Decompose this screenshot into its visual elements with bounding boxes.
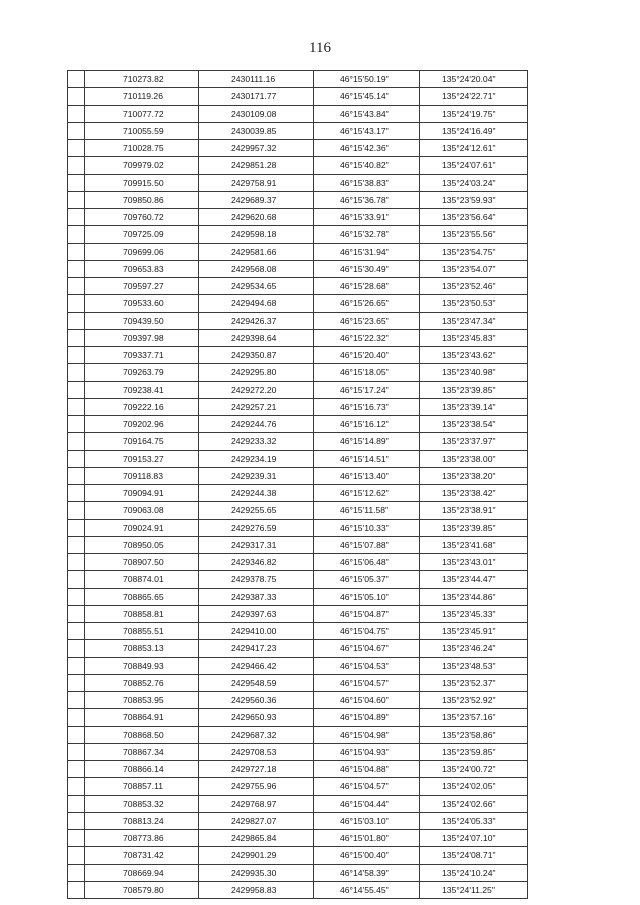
longitude-cell: 135°23'46.24" bbox=[420, 640, 528, 657]
table-row bbox=[68, 433, 528, 450]
y-coordinate-cell: 2429901.29 bbox=[199, 847, 314, 864]
table-row bbox=[68, 623, 528, 640]
y-coordinate-cell: 2430039.85 bbox=[199, 122, 314, 139]
latitude-cell: 46°15'04.93" bbox=[314, 743, 420, 760]
table-row bbox=[68, 605, 528, 622]
x-coordinate-cell: 709238.41 bbox=[85, 381, 199, 398]
x-coordinate-cell: 709725.09 bbox=[85, 226, 199, 243]
row-index-cell bbox=[68, 209, 85, 226]
y-coordinate-cell: 2429548.59 bbox=[199, 674, 314, 691]
table-row bbox=[68, 364, 528, 381]
longitude-cell: 135°23'56.64" bbox=[420, 209, 528, 226]
latitude-cell: 46°15'13.40" bbox=[314, 467, 420, 484]
table-row bbox=[68, 864, 528, 881]
table-row bbox=[68, 260, 528, 277]
latitude-cell: 46°15'04.44" bbox=[314, 795, 420, 812]
longitude-cell: 135°24'20.04" bbox=[420, 71, 528, 88]
longitude-cell: 135°24'05.33" bbox=[420, 812, 528, 829]
longitude-cell: 135°23'57.16" bbox=[420, 709, 528, 726]
row-index-cell bbox=[68, 295, 85, 312]
row-index-cell bbox=[68, 778, 85, 795]
x-coordinate-cell: 708853.32 bbox=[85, 795, 199, 812]
x-coordinate-cell: 709202.96 bbox=[85, 416, 199, 433]
y-coordinate-cell: 2429768.97 bbox=[199, 795, 314, 812]
longitude-cell: 135°23'45.33" bbox=[420, 605, 528, 622]
x-coordinate-cell: 708857.11 bbox=[85, 778, 199, 795]
table-row bbox=[68, 329, 528, 346]
table-row bbox=[68, 450, 528, 467]
latitude-cell: 46°15'05.37" bbox=[314, 571, 420, 588]
table-row bbox=[68, 347, 528, 364]
longitude-cell: 135°24'16.49" bbox=[420, 122, 528, 139]
longitude-cell: 135°23'45.83" bbox=[420, 329, 528, 346]
row-index-cell bbox=[68, 761, 85, 778]
y-coordinate-cell: 2429417.23 bbox=[199, 640, 314, 657]
y-coordinate-cell: 2429581.66 bbox=[199, 243, 314, 260]
y-coordinate-cell: 2429758.91 bbox=[199, 174, 314, 191]
row-index-cell bbox=[68, 381, 85, 398]
y-coordinate-cell: 2429257.21 bbox=[199, 398, 314, 415]
longitude-cell: 135°24'02.05" bbox=[420, 778, 528, 795]
row-index-cell bbox=[68, 416, 85, 433]
row-index-cell bbox=[68, 312, 85, 329]
latitude-cell: 46°15'36.78" bbox=[314, 191, 420, 208]
y-coordinate-cell: 2429494.68 bbox=[199, 295, 314, 312]
row-index-cell bbox=[68, 502, 85, 519]
table-row bbox=[68, 692, 528, 709]
latitude-cell: 46°15'07.88" bbox=[314, 536, 420, 553]
page-number: 116 bbox=[309, 40, 331, 56]
row-index-cell bbox=[68, 795, 85, 812]
longitude-cell: 135°23'58.86" bbox=[420, 726, 528, 743]
y-coordinate-cell: 2429234.19 bbox=[199, 450, 314, 467]
longitude-cell: 135°24'08.71" bbox=[420, 847, 528, 864]
longitude-cell: 135°23'54.07" bbox=[420, 260, 528, 277]
x-coordinate-cell: 710077.72 bbox=[85, 105, 199, 122]
x-coordinate-cell: 709222.16 bbox=[85, 398, 199, 415]
row-index-cell bbox=[68, 847, 85, 864]
latitude-cell: 46°15'00.40" bbox=[314, 847, 420, 864]
x-coordinate-cell: 709915.50 bbox=[85, 174, 199, 191]
latitude-cell: 46°15'04.53" bbox=[314, 657, 420, 674]
latitude-cell: 46°15'10.33" bbox=[314, 519, 420, 536]
row-index-cell bbox=[68, 329, 85, 346]
table-row bbox=[68, 812, 528, 829]
longitude-cell: 135°24'02.66" bbox=[420, 795, 528, 812]
table-row bbox=[68, 243, 528, 260]
x-coordinate-cell: 709263.79 bbox=[85, 364, 199, 381]
row-index-cell bbox=[68, 364, 85, 381]
row-index-cell bbox=[68, 605, 85, 622]
latitude-cell: 46°15'04.67" bbox=[314, 640, 420, 657]
row-index-cell bbox=[68, 623, 85, 640]
table-row bbox=[68, 122, 528, 139]
longitude-cell: 135°24'07.61" bbox=[420, 157, 528, 174]
y-coordinate-cell: 2429272.20 bbox=[199, 381, 314, 398]
table-row bbox=[68, 485, 528, 502]
row-index-cell bbox=[68, 467, 85, 484]
y-coordinate-cell: 2429350.87 bbox=[199, 347, 314, 364]
y-coordinate-cell: 2429650.93 bbox=[199, 709, 314, 726]
latitude-cell: 46°15'50.19" bbox=[314, 71, 420, 88]
longitude-cell: 135°23'44.47" bbox=[420, 571, 528, 588]
latitude-cell: 46°15'04.98" bbox=[314, 726, 420, 743]
longitude-cell: 135°23'38.54" bbox=[420, 416, 528, 433]
x-coordinate-cell: 708849.93 bbox=[85, 657, 199, 674]
longitude-cell: 135°23'44.86" bbox=[420, 588, 528, 605]
table-row bbox=[68, 88, 528, 105]
latitude-cell: 46°15'33.91" bbox=[314, 209, 420, 226]
latitude-cell: 46°15'04.88" bbox=[314, 761, 420, 778]
x-coordinate-cell: 709337.71 bbox=[85, 347, 199, 364]
latitude-cell: 46°15'04.57" bbox=[314, 778, 420, 795]
table-row bbox=[68, 674, 528, 691]
row-index-cell bbox=[68, 726, 85, 743]
x-coordinate-cell: 709699.06 bbox=[85, 243, 199, 260]
y-coordinate-cell: 2429244.76 bbox=[199, 416, 314, 433]
y-coordinate-cell: 2429568.08 bbox=[199, 260, 314, 277]
longitude-cell: 135°23'37.97" bbox=[420, 433, 528, 450]
table-row bbox=[68, 416, 528, 433]
row-index-cell bbox=[68, 536, 85, 553]
row-index-cell bbox=[68, 260, 85, 277]
x-coordinate-cell: 710028.75 bbox=[85, 140, 199, 157]
coordinates-table-body bbox=[68, 71, 528, 899]
x-coordinate-cell: 709397.98 bbox=[85, 329, 199, 346]
x-coordinate-cell: 708855.51 bbox=[85, 623, 199, 640]
table-row bbox=[68, 398, 528, 415]
x-coordinate-cell: 708579.80 bbox=[85, 881, 199, 898]
y-coordinate-cell: 2429239.31 bbox=[199, 467, 314, 484]
y-coordinate-cell: 2429317.31 bbox=[199, 536, 314, 553]
x-coordinate-cell: 708813.24 bbox=[85, 812, 199, 829]
y-coordinate-cell: 2429397.63 bbox=[199, 605, 314, 622]
table-row bbox=[68, 743, 528, 760]
latitude-cell: 46°15'04.89" bbox=[314, 709, 420, 726]
table-row bbox=[68, 881, 528, 898]
y-coordinate-cell: 2430111.16 bbox=[199, 71, 314, 88]
y-coordinate-cell: 2429957.32 bbox=[199, 140, 314, 157]
latitude-cell: 46°15'03.10" bbox=[314, 812, 420, 829]
latitude-cell: 46°15'43.17" bbox=[314, 122, 420, 139]
row-index-cell bbox=[68, 140, 85, 157]
x-coordinate-cell: 710273.82 bbox=[85, 71, 199, 88]
x-coordinate-cell: 708773.86 bbox=[85, 830, 199, 847]
table-row bbox=[68, 588, 528, 605]
y-coordinate-cell: 2429378.75 bbox=[199, 571, 314, 588]
x-coordinate-cell: 709063.08 bbox=[85, 502, 199, 519]
longitude-cell: 135°23'52.37" bbox=[420, 674, 528, 691]
row-index-cell bbox=[68, 674, 85, 691]
y-coordinate-cell: 2430109.08 bbox=[199, 105, 314, 122]
longitude-cell: 135°23'38.42" bbox=[420, 485, 528, 502]
x-coordinate-cell: 708853.95 bbox=[85, 692, 199, 709]
latitude-cell: 46°15'32.78" bbox=[314, 226, 420, 243]
latitude-cell: 46°15'14.51" bbox=[314, 450, 420, 467]
x-coordinate-cell: 708866.14 bbox=[85, 761, 199, 778]
y-coordinate-cell: 2429466.42 bbox=[199, 657, 314, 674]
y-coordinate-cell: 2429827.07 bbox=[199, 812, 314, 829]
longitude-cell: 135°23'41.68" bbox=[420, 536, 528, 553]
y-coordinate-cell: 2429534.65 bbox=[199, 278, 314, 295]
x-coordinate-cell: 708853.13 bbox=[85, 640, 199, 657]
latitude-cell: 46°15'30.49" bbox=[314, 260, 420, 277]
y-coordinate-cell: 2429687.32 bbox=[199, 726, 314, 743]
row-index-cell bbox=[68, 450, 85, 467]
y-coordinate-cell: 2430171.77 bbox=[199, 88, 314, 105]
row-index-cell bbox=[68, 554, 85, 571]
longitude-cell: 135°23'40.98" bbox=[420, 364, 528, 381]
latitude-cell: 46°15'28.68" bbox=[314, 278, 420, 295]
latitude-cell: 46°15'40.82" bbox=[314, 157, 420, 174]
x-coordinate-cell: 708874.01 bbox=[85, 571, 199, 588]
longitude-cell: 135°23'45.91" bbox=[420, 623, 528, 640]
table-row bbox=[68, 467, 528, 484]
x-coordinate-cell: 708907.50 bbox=[85, 554, 199, 571]
row-index-cell bbox=[68, 864, 85, 881]
longitude-cell: 135°23'38.20" bbox=[420, 467, 528, 484]
latitude-cell: 46°15'11.58" bbox=[314, 502, 420, 519]
longitude-cell: 135°24'07.10" bbox=[420, 830, 528, 847]
latitude-cell: 46°15'04.57" bbox=[314, 674, 420, 691]
latitude-cell: 46°15'45.14" bbox=[314, 88, 420, 105]
y-coordinate-cell: 2429244.38 bbox=[199, 485, 314, 502]
latitude-cell: 46°15'14.89" bbox=[314, 433, 420, 450]
coordinates-table-container bbox=[67, 70, 527, 899]
table-row bbox=[68, 278, 528, 295]
longitude-cell: 135°24'10.24" bbox=[420, 864, 528, 881]
longitude-cell: 135°23'47.34" bbox=[420, 312, 528, 329]
longitude-cell: 135°24'19.75" bbox=[420, 105, 528, 122]
row-index-cell bbox=[68, 571, 85, 588]
y-coordinate-cell: 2429755.96 bbox=[199, 778, 314, 795]
x-coordinate-cell: 708867.34 bbox=[85, 743, 199, 760]
row-index-cell bbox=[68, 743, 85, 760]
coordinates-table bbox=[67, 70, 528, 899]
y-coordinate-cell: 2429620.68 bbox=[199, 209, 314, 226]
x-coordinate-cell: 709439.50 bbox=[85, 312, 199, 329]
latitude-cell: 46°15'26.65" bbox=[314, 295, 420, 312]
latitude-cell: 46°15'12.62" bbox=[314, 485, 420, 502]
latitude-cell: 46°15'18.05" bbox=[314, 364, 420, 381]
x-coordinate-cell: 709533.60 bbox=[85, 295, 199, 312]
x-coordinate-cell: 709153.27 bbox=[85, 450, 199, 467]
row-index-cell bbox=[68, 278, 85, 295]
table-row bbox=[68, 726, 528, 743]
x-coordinate-cell: 708865.65 bbox=[85, 588, 199, 605]
latitude-cell: 46°15'42.36" bbox=[314, 140, 420, 157]
table-row bbox=[68, 847, 528, 864]
longitude-cell: 135°23'52.46" bbox=[420, 278, 528, 295]
x-coordinate-cell: 708669.94 bbox=[85, 864, 199, 881]
latitude-cell: 46°14'55.45" bbox=[314, 881, 420, 898]
x-coordinate-cell: 708858.81 bbox=[85, 605, 199, 622]
y-coordinate-cell: 2429708.53 bbox=[199, 743, 314, 760]
y-coordinate-cell: 2429346.82 bbox=[199, 554, 314, 571]
y-coordinate-cell: 2429727.18 bbox=[199, 761, 314, 778]
table-row bbox=[68, 105, 528, 122]
row-index-cell bbox=[68, 71, 85, 88]
longitude-cell: 135°23'50.53" bbox=[420, 295, 528, 312]
table-row bbox=[68, 295, 528, 312]
row-index-cell bbox=[68, 122, 85, 139]
x-coordinate-cell: 709118.83 bbox=[85, 467, 199, 484]
table-row bbox=[68, 778, 528, 795]
longitude-cell: 135°23'59.93" bbox=[420, 191, 528, 208]
x-coordinate-cell: 708864.91 bbox=[85, 709, 199, 726]
x-coordinate-cell: 708852.76 bbox=[85, 674, 199, 691]
x-coordinate-cell: 709597.27 bbox=[85, 278, 199, 295]
y-coordinate-cell: 2429276.59 bbox=[199, 519, 314, 536]
row-index-cell bbox=[68, 398, 85, 415]
row-index-cell bbox=[68, 588, 85, 605]
table-row bbox=[68, 761, 528, 778]
longitude-cell: 135°24'11.25" bbox=[420, 881, 528, 898]
y-coordinate-cell: 2429689.37 bbox=[199, 191, 314, 208]
x-coordinate-cell: 709760.72 bbox=[85, 209, 199, 226]
row-index-cell bbox=[68, 88, 85, 105]
longitude-cell: 135°23'39.14" bbox=[420, 398, 528, 415]
row-index-cell bbox=[68, 657, 85, 674]
longitude-cell: 135°24'22.71" bbox=[420, 88, 528, 105]
longitude-cell: 135°23'48.53" bbox=[420, 657, 528, 674]
latitude-cell: 46°15'04.60" bbox=[314, 692, 420, 709]
table-row bbox=[68, 795, 528, 812]
table-row bbox=[68, 536, 528, 553]
table-row bbox=[68, 554, 528, 571]
table-row bbox=[68, 140, 528, 157]
latitude-cell: 46°15'38.83" bbox=[314, 174, 420, 191]
table-row bbox=[68, 657, 528, 674]
table-row bbox=[68, 191, 528, 208]
y-coordinate-cell: 2429410.00 bbox=[199, 623, 314, 640]
latitude-cell: 46°15'31.94" bbox=[314, 243, 420, 260]
x-coordinate-cell: 709653.83 bbox=[85, 260, 199, 277]
longitude-cell: 135°24'03.24" bbox=[420, 174, 528, 191]
latitude-cell: 46°15'01.80" bbox=[314, 830, 420, 847]
table-row bbox=[68, 157, 528, 174]
x-coordinate-cell: 708950.05 bbox=[85, 536, 199, 553]
x-coordinate-cell: 708731.42 bbox=[85, 847, 199, 864]
y-coordinate-cell: 2429865.84 bbox=[199, 830, 314, 847]
y-coordinate-cell: 2429426.37 bbox=[199, 312, 314, 329]
row-index-cell bbox=[68, 640, 85, 657]
longitude-cell: 135°24'12.61" bbox=[420, 140, 528, 157]
latitude-cell: 46°15'04.75" bbox=[314, 623, 420, 640]
x-coordinate-cell: 710119.26 bbox=[85, 88, 199, 105]
y-coordinate-cell: 2429398.64 bbox=[199, 329, 314, 346]
latitude-cell: 46°15'23.65" bbox=[314, 312, 420, 329]
longitude-cell: 135°23'43.62" bbox=[420, 347, 528, 364]
latitude-cell: 46°15'43.84" bbox=[314, 105, 420, 122]
table-row bbox=[68, 209, 528, 226]
row-index-cell bbox=[68, 347, 85, 364]
x-coordinate-cell: 708868.50 bbox=[85, 726, 199, 743]
table-row bbox=[68, 709, 528, 726]
table-row bbox=[68, 640, 528, 657]
table-row bbox=[68, 830, 528, 847]
latitude-cell: 46°15'20.40" bbox=[314, 347, 420, 364]
y-coordinate-cell: 2429233.32 bbox=[199, 433, 314, 450]
x-coordinate-cell: 709850.86 bbox=[85, 191, 199, 208]
longitude-cell: 135°23'59.85" bbox=[420, 743, 528, 760]
latitude-cell: 46°14'58.39" bbox=[314, 864, 420, 881]
longitude-cell: 135°23'43.01" bbox=[420, 554, 528, 571]
row-index-cell bbox=[68, 433, 85, 450]
y-coordinate-cell: 2429560.36 bbox=[199, 692, 314, 709]
longitude-cell: 135°23'38.91" bbox=[420, 502, 528, 519]
table-row bbox=[68, 571, 528, 588]
longitude-cell: 135°23'54.75" bbox=[420, 243, 528, 260]
y-coordinate-cell: 2429851.28 bbox=[199, 157, 314, 174]
table-row bbox=[68, 71, 528, 88]
row-index-cell bbox=[68, 485, 85, 502]
row-index-cell bbox=[68, 191, 85, 208]
longitude-cell: 135°24'00.72" bbox=[420, 761, 528, 778]
longitude-cell: 135°23'38.00" bbox=[420, 450, 528, 467]
row-index-cell bbox=[68, 830, 85, 847]
longitude-cell: 135°23'39.85" bbox=[420, 381, 528, 398]
y-coordinate-cell: 2429255.65 bbox=[199, 502, 314, 519]
row-index-cell bbox=[68, 226, 85, 243]
latitude-cell: 46°15'16.73" bbox=[314, 398, 420, 415]
longitude-cell: 135°23'39.85" bbox=[420, 519, 528, 536]
x-coordinate-cell: 709024.91 bbox=[85, 519, 199, 536]
latitude-cell: 46°15'05.10" bbox=[314, 588, 420, 605]
y-coordinate-cell: 2429295.80 bbox=[199, 364, 314, 381]
latitude-cell: 46°15'06.48" bbox=[314, 554, 420, 571]
row-index-cell bbox=[68, 243, 85, 260]
latitude-cell: 46°15'16.12" bbox=[314, 416, 420, 433]
latitude-cell: 46°15'17.24" bbox=[314, 381, 420, 398]
longitude-cell: 135°23'55.56" bbox=[420, 226, 528, 243]
row-index-cell bbox=[68, 692, 85, 709]
x-coordinate-cell: 709979.02 bbox=[85, 157, 199, 174]
x-coordinate-cell: 709094.91 bbox=[85, 485, 199, 502]
x-coordinate-cell: 710055.59 bbox=[85, 122, 199, 139]
table-row bbox=[68, 226, 528, 243]
y-coordinate-cell: 2429598.18 bbox=[199, 226, 314, 243]
row-index-cell bbox=[68, 881, 85, 898]
row-index-cell bbox=[68, 174, 85, 191]
x-coordinate-cell: 709164.75 bbox=[85, 433, 199, 450]
latitude-cell: 46°15'04.87" bbox=[314, 605, 420, 622]
table-row bbox=[68, 381, 528, 398]
longitude-cell: 135°23'52.92" bbox=[420, 692, 528, 709]
row-index-cell bbox=[68, 105, 85, 122]
y-coordinate-cell: 2429387.33 bbox=[199, 588, 314, 605]
row-index-cell bbox=[68, 812, 85, 829]
row-index-cell bbox=[68, 519, 85, 536]
row-index-cell bbox=[68, 157, 85, 174]
y-coordinate-cell: 2429958.83 bbox=[199, 881, 314, 898]
table-row bbox=[68, 502, 528, 519]
table-row bbox=[68, 312, 528, 329]
table-row bbox=[68, 174, 528, 191]
row-index-cell bbox=[68, 709, 85, 726]
latitude-cell: 46°15'22.32" bbox=[314, 329, 420, 346]
table-row bbox=[68, 519, 528, 536]
y-coordinate-cell: 2429935.30 bbox=[199, 864, 314, 881]
